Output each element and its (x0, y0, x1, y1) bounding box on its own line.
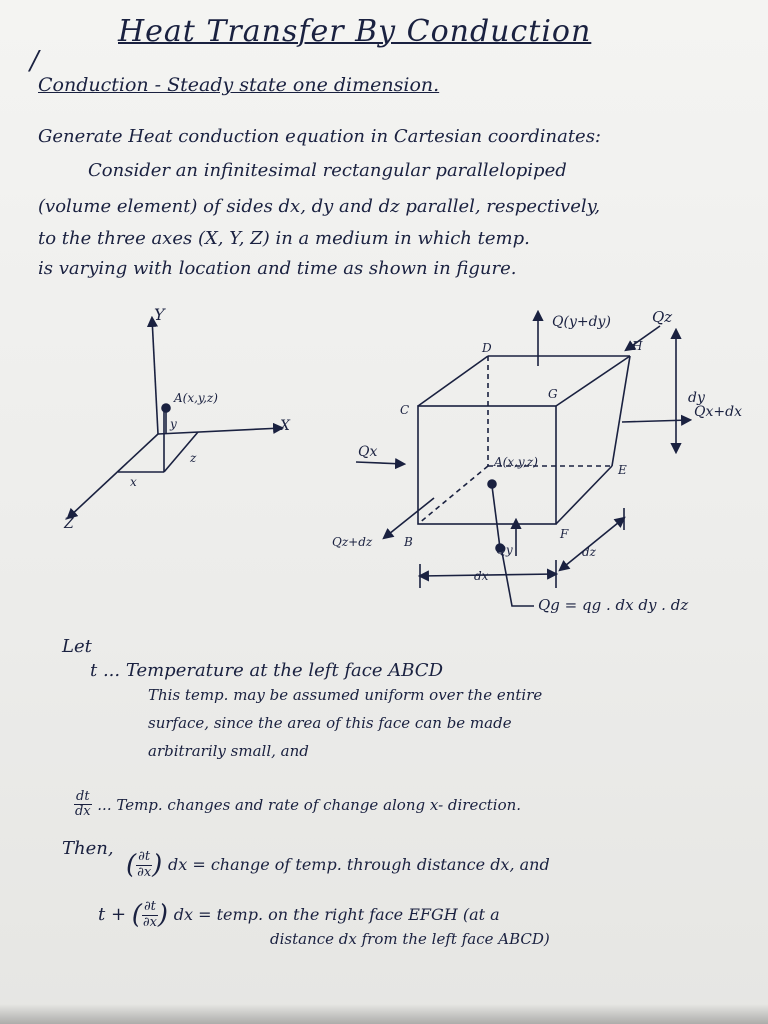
label-generation: Qg = qg . dx dy . dz (538, 596, 689, 614)
vertex-h: H (632, 339, 643, 353)
page-title: Heat Transfer By Conduction (118, 14, 592, 49)
axes-dim-x: x (130, 475, 137, 489)
label-qx: Qx (358, 444, 378, 460)
equation-2: t + ( $\frac{\partial t}{\partial x}$ ) dx = temp. on the right face EFGH (at a (98, 899, 500, 930)
def-dtdx (74, 790, 521, 820)
vertex-b: B (404, 535, 413, 549)
label-dx: dx (474, 569, 489, 583)
def-t-line-4: arbitrarily small, and (148, 742, 309, 760)
qxdx-arrow (622, 420, 690, 422)
axes-label-x: X (280, 418, 290, 434)
eq2-text: dx = temp. on the right face EFGH (at a (173, 905, 500, 924)
intro-line-4: to the three axes (X, Y, Z) in a medium in which temp. (38, 228, 530, 249)
margin-mark: / (30, 46, 39, 76)
vertex-e: E (618, 463, 627, 477)
intro-line-2: Consider an infinitesimal rectangular parallelopiped (88, 160, 567, 181)
vertex-g: G (548, 387, 558, 401)
vertex-d: D (482, 341, 492, 355)
label-qxdx: Qx+dx (694, 404, 742, 420)
vertex-c: C (400, 403, 410, 417)
axes-point-label: A(x,y,z) (174, 391, 218, 405)
eq2-fraction: $\frac{\partial t}{\partial x}$ (142, 899, 157, 930)
qzdz-arrow (384, 498, 434, 538)
def-dtdx-text: ... Temp. changes and rate of change along x- direction. (97, 795, 522, 814)
axes-label-y: Y (154, 305, 165, 324)
eq1-text: dx = change of temp. through distance dx, and (168, 855, 550, 874)
def-t-line-3: surface, since the area of this face can be made (148, 714, 512, 732)
def-t-line-1: t ... Temperature at the left face ABCD (90, 660, 444, 681)
label-dy: dy (688, 390, 705, 406)
gen-leader (502, 552, 534, 606)
z-axis (68, 434, 158, 518)
subtitle: Conduction - Steady state one dimension. (38, 74, 440, 96)
intro-line-1: Generate Heat conduction equation in Cartesian coordinates: (38, 126, 602, 147)
label-qzdz: Qz+dz (332, 535, 373, 549)
dtdx-fraction: $\frac{dt}{dx}$ (74, 789, 91, 820)
let-heading: Let (62, 636, 92, 657)
vertex-f: F (560, 527, 569, 541)
intro-line-3: (volume element) of sides dx, dy and dz parallel, respectively, (38, 196, 601, 217)
label-qy: Qy (496, 543, 513, 557)
label-qz: Qz (652, 308, 673, 326)
dz-dim (560, 518, 624, 570)
y-axis (152, 318, 158, 434)
axes-dim-y: y (170, 417, 177, 431)
equation-1: ( $\frac{\partial t}{\partial x}$ ) dx = change of temp. through distance dx, and (126, 849, 550, 880)
then-label: Then, (62, 838, 114, 859)
page-bottom-shadow (0, 1004, 768, 1024)
qx-arrow (356, 462, 404, 464)
axes-label-z: Z (64, 516, 74, 532)
eq1-fraction: $\frac{\partial t}{\partial x}$ (137, 849, 152, 880)
eq2-continuation: distance dx from the left face ABCD) (270, 930, 550, 948)
def-t-line-2: This temp. may be assumed uniform over the entire (148, 686, 543, 704)
vertex-a: A(x,y,z) (494, 455, 538, 469)
point-a (162, 404, 170, 412)
label-qydy: Q(y+dy) (552, 314, 611, 330)
intro-line-5: is varying with location and time as shown in figure. (38, 258, 517, 279)
axes-dim-z: z (190, 451, 197, 465)
label-dz: dz (582, 545, 597, 559)
